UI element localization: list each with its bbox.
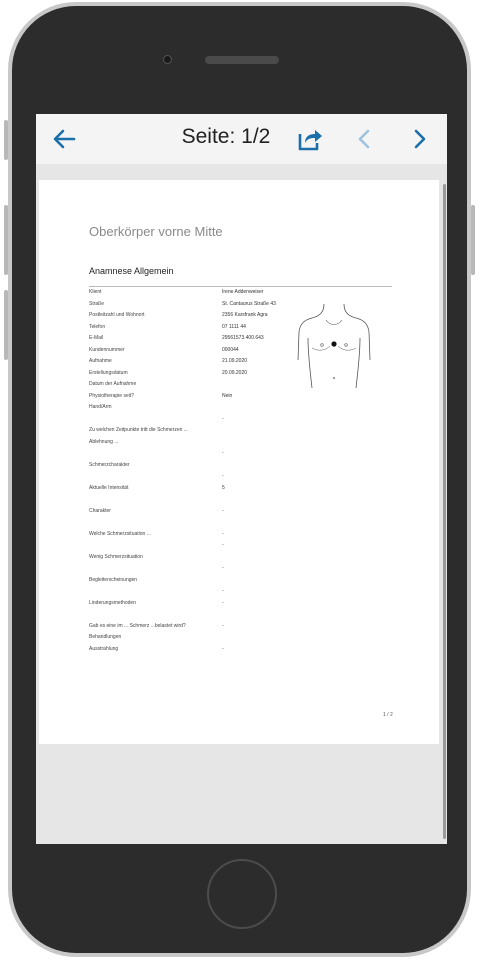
app-screen [36,114,447,844]
section-title: Anamnese Allgemein [89,266,174,276]
form-row-label: Wenig Schmerzsituation [89,554,143,560]
form-row-label: Ausstrahlung [89,646,119,652]
form-row-label: Charakter [89,508,111,514]
page-number: 1 / 2 [383,712,393,718]
back-button[interactable] [46,121,82,157]
form-row-value: 20.09.2020 [222,370,248,376]
share-icon [296,126,324,152]
toolbar-separator [36,164,447,180]
form-row-label: Zu welchen Zeitpunkte tritt die Schmerzen ... [89,427,188,433]
form-row-value: - [222,450,224,456]
form-row-label: Kundennummer [89,347,125,353]
form-row-value: 5 [222,485,225,491]
form-row-label: Welche Schmerzsituation ... [89,531,151,537]
form-row [89,646,399,655]
form-row-value: 29561573.400.643 [222,335,264,341]
form-row-value: Nein [222,393,233,399]
form-row-label: Erstellungsdatum [89,370,128,376]
form-row [89,577,399,586]
form-row [89,289,399,298]
form-row [89,600,399,609]
form-row-label: Begleiterscheinungen [89,577,138,583]
section-divider [89,286,392,287]
form-row-label: Postleitzahl und Wohnort [89,312,145,318]
side-button-volume-up [4,205,8,275]
form-row-label: Ablehnung ... [89,439,119,445]
form-row [89,531,399,540]
form-row-value: - [222,565,224,571]
form-row-value: - [222,600,224,606]
pdf-page [39,180,439,744]
chevron-left-icon [357,128,371,150]
form-row-label: Klient [89,289,102,295]
form-row-value: - [222,508,224,514]
form-row [89,439,399,448]
form-row-value: Irene Addenweiser [222,289,264,295]
page-indicator: Seite: 1/2 [181,125,271,148]
form-row [89,450,399,459]
form-row [89,588,399,597]
form-row-label: Hand/Arm [89,404,112,410]
share-button[interactable] [292,121,328,157]
form-row-label: Aufnahme [89,358,112,364]
form-row-value: - [222,588,224,594]
home-button[interactable] [207,859,277,929]
form-row-label: Physiotherapie seit? [89,393,135,399]
arrow-left-icon [52,129,76,149]
form-row [89,393,399,402]
form-row-label: Gab es eine im ... Schmerz ...belastet wird? [89,623,186,629]
form-row-label: Behandlungen [89,634,122,640]
form-row [89,565,399,574]
form-row [89,508,399,517]
form-row [89,404,399,413]
form-row-value: - [222,542,224,548]
document-title: Oberkörper vorne Mitte [89,224,223,239]
form-row-value: - [222,416,224,422]
front-camera [163,55,172,64]
earpiece-speaker [205,56,279,64]
form-row [89,462,399,471]
form-row [89,634,399,643]
form-row [89,623,399,632]
form-row-value: - [222,646,224,652]
upper-body-diagram [294,300,374,390]
form-row-label: E-Mail [89,335,104,341]
form-row-label: Linderungsmethoden [89,600,136,606]
form-row [89,416,399,425]
chevron-right-icon [413,128,427,150]
form-row-value: 21.09.2020 [222,358,248,364]
form-row-value: 000044 [222,347,239,353]
previous-page-button[interactable] [346,121,382,157]
form-row-label: Aktuelle Intensität [89,485,129,491]
form-row-value: 2356 Karsfrank Agra [222,312,268,318]
form-row [89,554,399,563]
form-row-value: St. Cantaurus Straße 43 [222,301,276,307]
form-row-value: - [222,623,224,629]
form-row-value: - [222,531,224,537]
form-row [89,427,399,436]
side-button-silent [4,120,8,160]
side-button-volume-down [4,290,8,360]
form-row-label: Telefon [89,324,106,330]
form-row-label: Straße [89,301,105,307]
side-button-power [471,205,475,275]
pain-marker [331,341,336,346]
form-row [89,485,399,494]
form-row-value: - [222,473,224,479]
next-page-button[interactable] [402,121,438,157]
pdf-toolbar [36,114,447,164]
form-row-label: Schmerzcharakter [89,462,130,468]
form-row [89,473,399,482]
form-row [89,542,399,551]
scrollbar[interactable] [443,184,446,839]
form-row-label: Datum der Aufnahme [89,381,137,387]
form-row-value: 07 1111 44 [222,324,246,330]
